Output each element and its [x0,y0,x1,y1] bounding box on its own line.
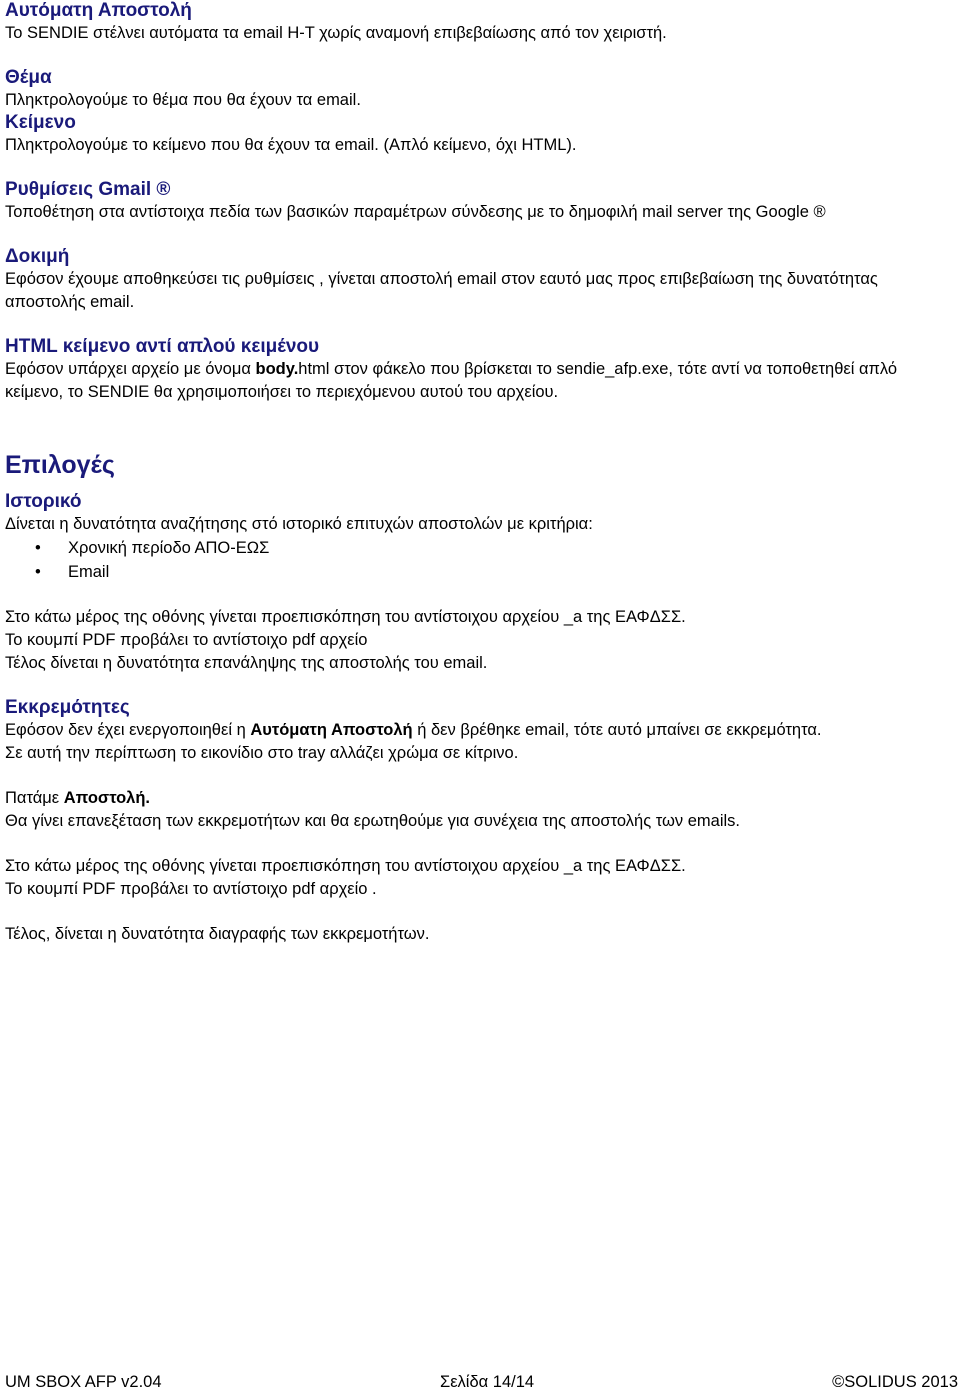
heading-test: Δοκιμή [5,246,70,267]
pending-p2-bold: Αποστολή. [63,789,151,807]
pending-preview-text: Στο κάτω μέρος της οθόνης γίνεται προεπισκόπηση του αντίστοιχου αρχείου _a της ΕΑΦΔΣΣ. [5,857,686,875]
pending-pdf-text: Το κουμπί PDF προβάλει το αντίστοιχο pdf αρχείο . [5,880,377,898]
pending-review-text: Θα γίνει επανεξέταση των εκκρεμοτήτων και θα ερωτηθούμε για συνέχεια της αποστολής των emails. [5,812,740,830]
pending-press-send [5,787,950,810]
bullet-icon: • [35,539,41,557]
pending-p1-bold: Αυτόματη Αποστολή [250,721,413,739]
pending-p1-before: Εφόσον δεν έχει ενεργοποιηθεί η [5,721,251,739]
footer-copyright: ©SOLIDUS 2013 [832,1373,958,1391]
html-text-before: Εφόσον υπάρχει αρχείο με όνομα [5,360,256,378]
page-footer [0,1372,960,1392]
gmail-settings-text: Τοποθέτηση στα αντίστοιχα πεδία των βασικών παραμέτρων σύνδεσης με το δημοφιλή mail server της Google ® [5,203,826,221]
html-text-after: html στον φάκελο που βρίσκεται το sendie_afp.exe, τότε αντί να τοποθετηθεί απλό κείμενο, το SENDIE θα χρησιμοποιήσει το περιεχόμενου αυτού του αρχείου. [5,360,898,401]
subject-text: Πληκτρολογούμε το θέμα που θα έχουν τα email. [5,91,361,109]
heading-subject: Θέμα [5,67,52,88]
history-resend-text: Τέλος δίνεται η δυνατότητα επανάληψης της αποστολής του email. [5,654,488,672]
heading-html-text: HTML κείμενο αντί απλού κειμένου [5,336,320,357]
heading-auto-send: Αυτόματη Αποστολή [5,0,192,21]
heading-gmail-settings: Ρυθμίσεις Gmail ® [5,179,171,200]
heading-body-text: Κείμενο [5,112,76,133]
bullet-icon: • [35,563,41,581]
heading-history: Ιστορικό [5,491,82,512]
history-criteria-list [5,536,950,584]
pending-p1-after: ή δεν βρέθηκε email, τότε αυτό μπαίνει σε εκκρεμότητα. [412,721,822,739]
pending-delete-text: Τέλος, δίνεται η δυνατότητα διαγραφής των εκκρεμοτήτων. [5,925,430,943]
pending-tray-text: Σε αυτή την περίπτωση το εικονίδιο στο tray αλλάζει χρώμα σε κίτρινο. [5,744,519,762]
html-text-paragraph [5,358,950,404]
document-page [5,0,950,946]
list-item [5,536,950,560]
history-intro: Δίνεται η δυνατότητα αναζήτησης στό ιστορικό επιτυχών αποστολών με κριτήρια: [5,515,593,533]
pending-paragraph-1 [5,719,950,742]
list-item-label: Χρονική περίοδο ΑΠΟ-ΕΩΣ [68,539,270,557]
pending-p2-before: Πατάμε [5,789,64,807]
html-text-filename: body. [255,360,299,378]
history-preview-text: Στο κάτω μέρος της οθόνης γίνεται προεπισκόπηση του αντίστοιχου αρχείου _a της ΕΑΦΔΣΣ. [5,608,686,626]
list-item [5,560,950,584]
footer-page-number: Σελίδα 14/14 [440,1373,535,1391]
test-text: Εφόσον έχουμε αποθηκεύσει τις ρυθμίσεις , γίνεται αποστολή email στον εαυτό μας προς επιβεβαίωση της δυνατότητας αποστολής email. [5,270,878,311]
list-item-label: Email [68,563,110,581]
heading-pending: Εκκρεμότητες [5,697,130,718]
heading-options: Επιλογές [5,451,115,479]
history-pdf-text: Το κουμπί PDF προβάλει το αντίστοιχο pdf αρχείο [5,631,368,649]
body-text-text: Πληκτρολογούμε το κείμενο που θα έχουν τα email. (Απλό κείμενο, όχι HTML). [5,136,577,154]
auto-send-text: Το SENDIE στέλνει αυτόματα τα email Η-Τ χωρίς αναμονή επιβεβαίωσης από τον χειριστή. [5,24,667,42]
footer-version: UM SBOX AFP v2.04 [5,1373,162,1391]
